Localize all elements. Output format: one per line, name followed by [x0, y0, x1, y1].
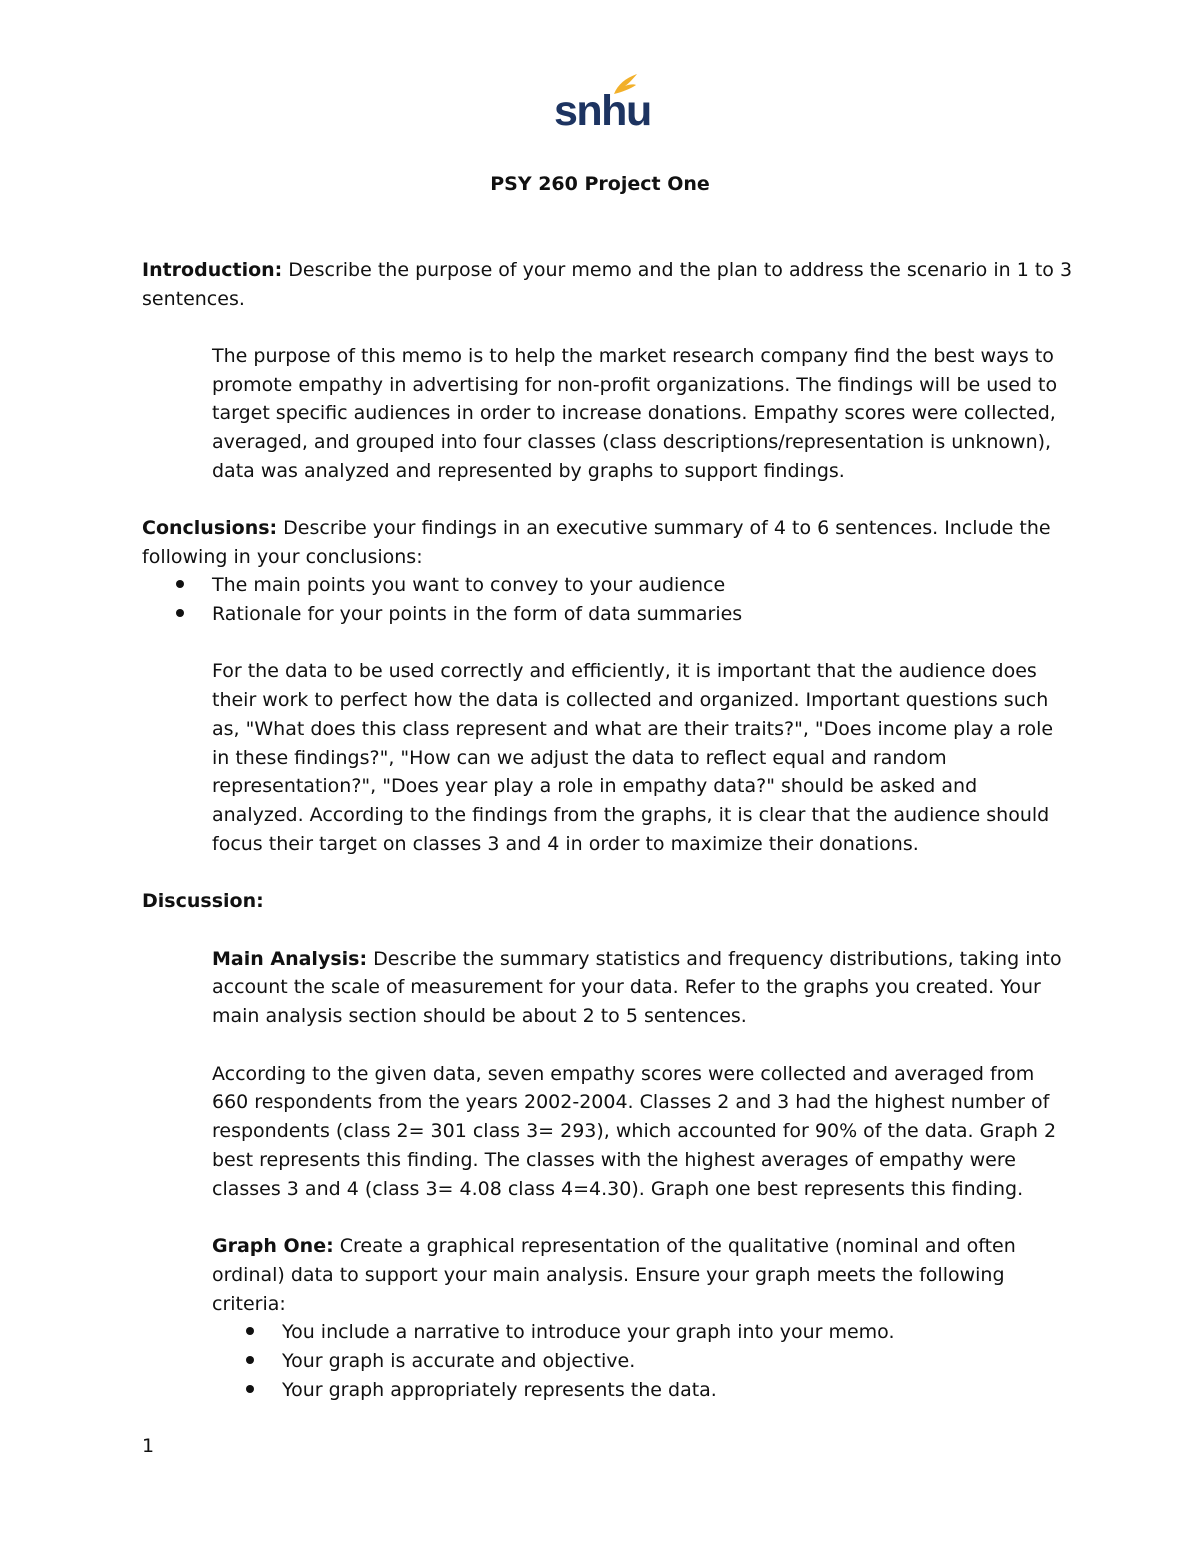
introduction-answer-line: averaged, and grouped into four classes (class descriptions/representation is unknown), — [212, 431, 1052, 453]
conclusions-answer-line: For the data to be used correctly and efficiently, it is important that the audience does — [212, 660, 1037, 682]
conclusions-answer-line: representation?", "Does year play a role in empathy data?" should be asked and — [212, 775, 978, 797]
conclusions-prompt — [142, 514, 1051, 543]
introduction-label: Introduction: — [142, 259, 283, 281]
main-analysis-prompt-line2: account the scale of measurement for your data. Refer to the graphs you created. Your — [212, 976, 1041, 998]
snhu-logo — [554, 72, 651, 135]
flame-icon — [612, 72, 638, 96]
introduction-prompt — [142, 256, 1072, 285]
introduction-answer-line: target specific audiences in order to increase donations. Empathy scores were collected, — [212, 402, 1056, 424]
conclusions-answer-line: focus their target on classes 3 and 4 in order to maximize their donations. — [212, 833, 919, 855]
discussion-heading: Discussion: — [142, 890, 264, 912]
conclusions-prompt-line2: following in your conclusions: — [142, 546, 423, 568]
graph-one-prompt-line3: criteria: — [212, 1293, 286, 1315]
main-analysis-answer-line: According to the given data, seven empathy scores were collected and averaged from — [212, 1063, 1035, 1085]
main-analysis-prompt-text: Describe the summary statistics and frequency distributions, taking into — [367, 948, 1062, 970]
page-number: 1 — [142, 1435, 155, 1457]
introduction-answer-line: data was analyzed and represented by graphs to support findings. — [212, 460, 845, 482]
bullet-icon — [176, 580, 184, 588]
conclusions-bullet-item: Rationale for your points in the form of data summaries — [212, 603, 743, 625]
main-analysis-answer-line: best represents this finding. The classes with the highest averages of empathy were — [212, 1149, 1016, 1171]
document-title: PSY 260 Project One — [490, 173, 710, 195]
bullet-icon — [246, 1356, 254, 1364]
introduction-prompt-line2: sentences. — [142, 288, 245, 310]
graph-one-bullet-item: You include a narrative to introduce your graph into your memo. — [282, 1321, 895, 1343]
conclusions-bullet-item: The main points you want to convey to your audience — [212, 574, 726, 596]
introduction-prompt-text: Describe the purpose of your memo and the plan to address the scenario in 1 to 3 — [282, 259, 1073, 281]
graph-one-bullet-item: Your graph is accurate and objective. — [282, 1350, 636, 1372]
graph-one-prompt-text: Create a graphical representation of the qualitative (nominal and often — [333, 1235, 1016, 1257]
conclusions-answer-line: analyzed. According to the findings from the graphs, it is clear that the audience should — [212, 804, 1050, 826]
main-analysis-prompt-line3: main analysis section should be about 2 to 5 sentences. — [212, 1005, 747, 1027]
main-analysis-label: Main Analysis: — [212, 948, 368, 970]
bullet-icon — [176, 609, 184, 617]
bullet-icon — [246, 1327, 254, 1335]
graph-one-prompt-line2: ordinal) data to support your main analysis. Ensure your graph meets the following — [212, 1264, 1005, 1286]
main-analysis-answer-line: 660 respondents from the years 2002-2004. Classes 2 and 3 had the highest number of — [212, 1091, 1050, 1113]
main-analysis-answer-line: classes 3 and 4 (class 3= 4.08 class 4=4.30). Graph one best represents this finding. — [212, 1178, 1024, 1200]
introduction-answer-line: promote empathy in advertising for non-profit organizations. The findings will be used to — [212, 374, 1058, 396]
conclusions-answer-line: their work to perfect how the data is collected and organized. Important questions such — [212, 689, 1049, 711]
main-analysis-prompt — [212, 945, 1062, 974]
bullet-icon — [246, 1385, 254, 1393]
logo-wordmark: snhu — [554, 87, 651, 135]
graph-one-label: Graph One: — [212, 1235, 334, 1257]
introduction-answer-line: The purpose of this memo is to help the market research company find the best ways to — [212, 345, 1054, 367]
graph-one-prompt — [212, 1232, 1016, 1261]
conclusions-label: Conclusions: — [142, 517, 278, 539]
conclusions-prompt-text: Describe your findings in an executive summary of 4 to 6 sentences. Include the — [277, 517, 1051, 539]
main-analysis-answer-line: respondents (class 2= 301 class 3= 293), which accounted for 90% of the data. Graph 2 — [212, 1120, 1057, 1142]
graph-one-bullet-item: Your graph appropriately represents the data. — [282, 1379, 717, 1401]
conclusions-answer-line: in these findings?", "How can we adjust the data to reflect equal and random — [212, 747, 947, 769]
conclusions-answer-line: as, "What does this class represent and what are their traits?", "Does income play a role — [212, 718, 1054, 740]
